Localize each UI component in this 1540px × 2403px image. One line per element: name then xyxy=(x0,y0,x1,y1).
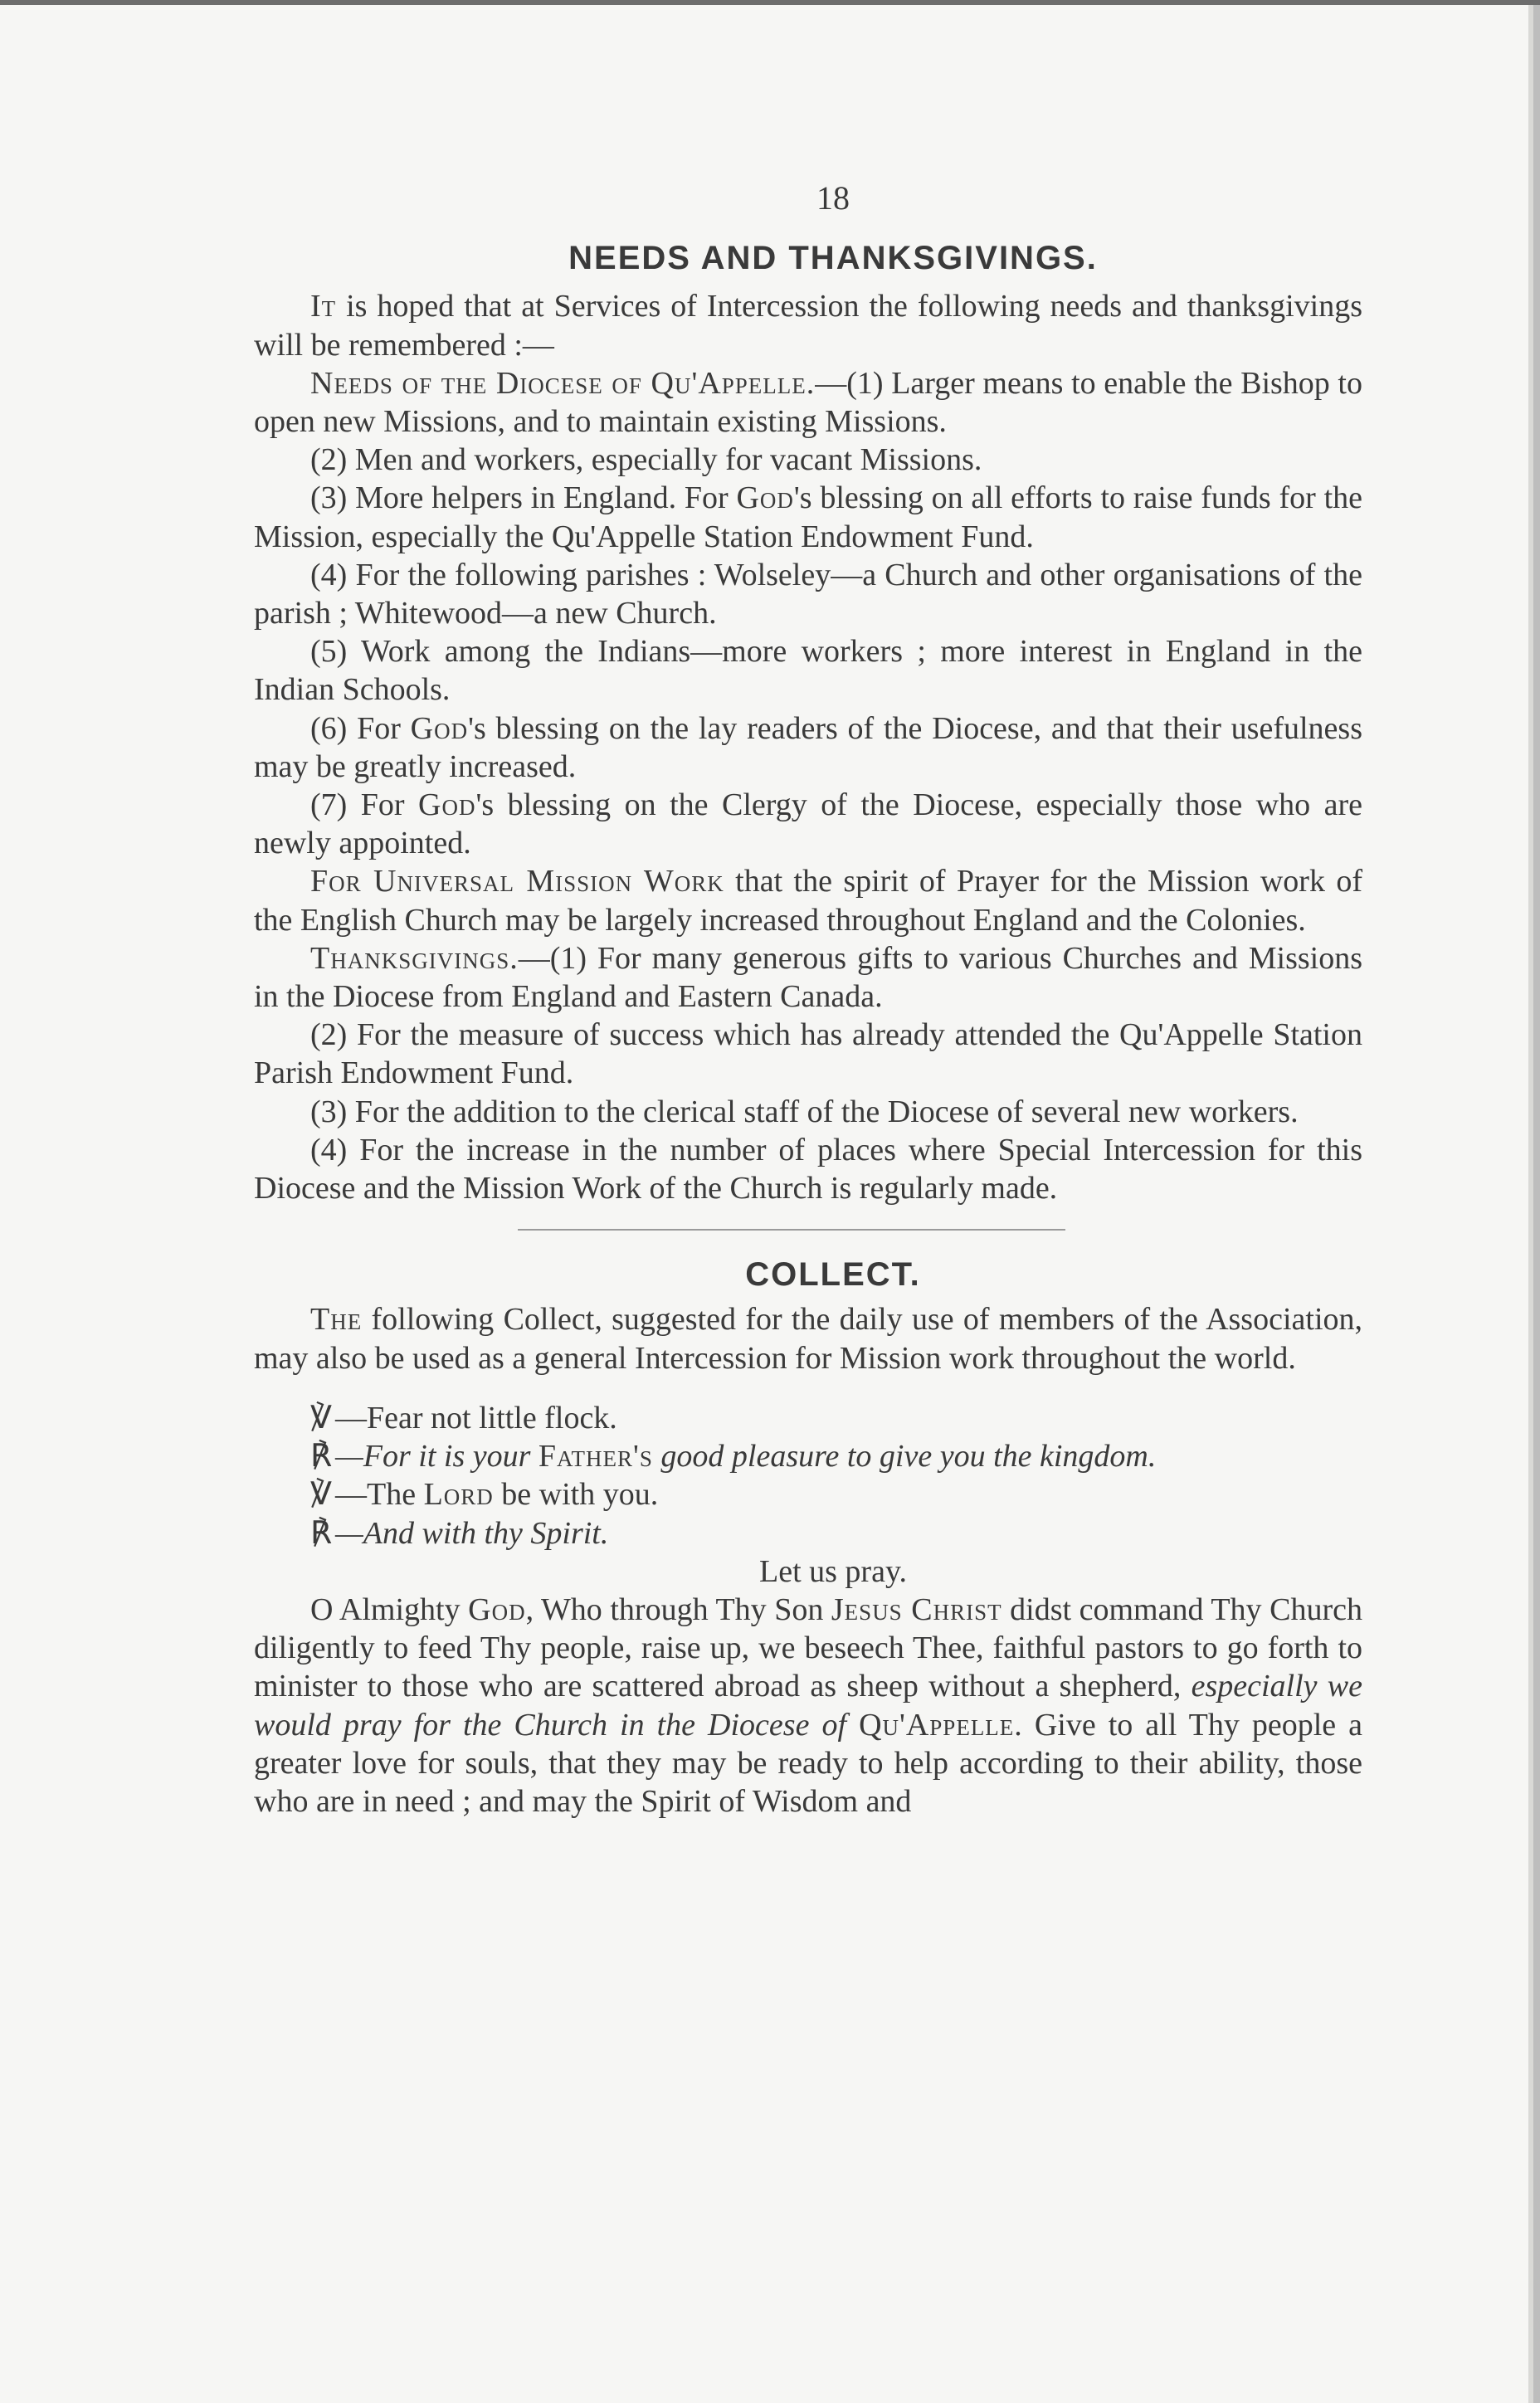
section-divider xyxy=(518,1229,1065,1231)
book-page xyxy=(0,5,1533,2403)
versicle-2: ℣ —The Lord be with you. xyxy=(310,1475,1362,1513)
universal-heading: For Universal Mission Work xyxy=(310,864,724,899)
needs-item-5: (5) Work among the Indians—more workers ; more interest in England in the Indian Schools. xyxy=(254,634,1362,708)
needs-item-4: (4) For the following parishes : Wolseley—a Church and other organisations of the parish ; Whitewood—a new Church. xyxy=(254,557,1362,631)
let-us-pray: Let us pray. xyxy=(759,1553,907,1589)
thanks-item-1: Thanksgivings.—(1) For many generous gifts to various Churches and Missions in the Diocese from England and Eastern Canada. xyxy=(254,940,1362,1015)
needs-item-3: (3) More helpers in England. For God's blessing on all efforts to raise funds for the Mission, especially the Qu'Appelle Station Endowment Fund. xyxy=(254,480,1362,554)
needs-item-2: (2) Men and workers, especially for vacant Missions. xyxy=(310,442,982,478)
thanks-heading: Thanksgivings. xyxy=(310,940,519,976)
needs-heading: Needs of the Diocese of Qu'Appelle. xyxy=(310,365,816,401)
thanks-item-3: (3) For the addition to the clerical staff of the Diocese of several new workers. xyxy=(310,1094,1299,1129)
versicle-symbol: ℣ xyxy=(310,1477,332,1513)
needs-item-1: Needs of the Diocese of Qu'Appelle.—(1) Larger means to enable the Bishop to open new Missions, and to maintain existing Missions. xyxy=(254,365,1362,440)
versicle-symbol: ℣ xyxy=(310,1400,332,1435)
response-2: ℟ —And with thy Spirit. xyxy=(310,1514,1362,1552)
versicles xyxy=(310,1399,1362,1552)
response-symbol: ℟ xyxy=(310,1439,332,1474)
drop-word: It xyxy=(310,289,337,324)
needs-item-7: (7) For God's blessing on the Clergy of the Diocese, especially those who are newly appointed. xyxy=(254,787,1362,861)
thanks-item-4: (4) For the increase in the number of places where Special Intercession for this Diocese and the Mission Work of the Church is regularly made. xyxy=(254,1132,1362,1206)
page-number: 18 xyxy=(816,179,850,217)
intro-paragraph: It is hoped that at Services of Intercession the following needs and thanksgivings will be remembered :— xyxy=(254,289,1362,363)
section-title-collect: COLLECT. xyxy=(745,1256,921,1294)
response-1: ℟ —For it is your Father's good pleasure to give you the kingdom. xyxy=(310,1437,1362,1475)
thanks-item-2: (2) For the measure of success which has already attended the Qu'Appelle Station Parish Endowment Fund. xyxy=(254,1017,1362,1091)
collect-prayer: O Almighty God, Who through Thy Son Jesus Christ didst command Thy Church diligently to feed Thy people, raise up, we beseech Thee, faithful pastors to go forth to minister to those who are scattered abroad as sheep without a shepherd, especially we would pray for the Church in the Diocese of Qu'Appelle. Give to all Thy people a greater love for souls, that they may be ready to help according to their ability, those who are in need ; and may the Spirit of Wisdom and xyxy=(254,1591,1363,1819)
versicle-1: ℣ —Fear not little flock. xyxy=(310,1399,1362,1437)
section-title-needs: NEEDS AND THANKSGIVINGS. xyxy=(568,240,1098,277)
needs-item-6: (6) For God's blessing on the lay readers of the Diocese, and that their usefulness may be greatly increased. xyxy=(254,710,1362,784)
page-content xyxy=(254,179,1362,1821)
response-symbol: ℟ xyxy=(310,1515,332,1551)
universal-mission-paragraph: For Universal Mission Work that the spirit of Prayer for the Mission work of the English Church may be largely increased throughout England and the Colonies. xyxy=(254,864,1362,938)
collect-intro: The following Collect, suggested for the daily use of members of the Association, may also be used as a general Intercession for Mission work throughout the world. xyxy=(254,1302,1362,1376)
